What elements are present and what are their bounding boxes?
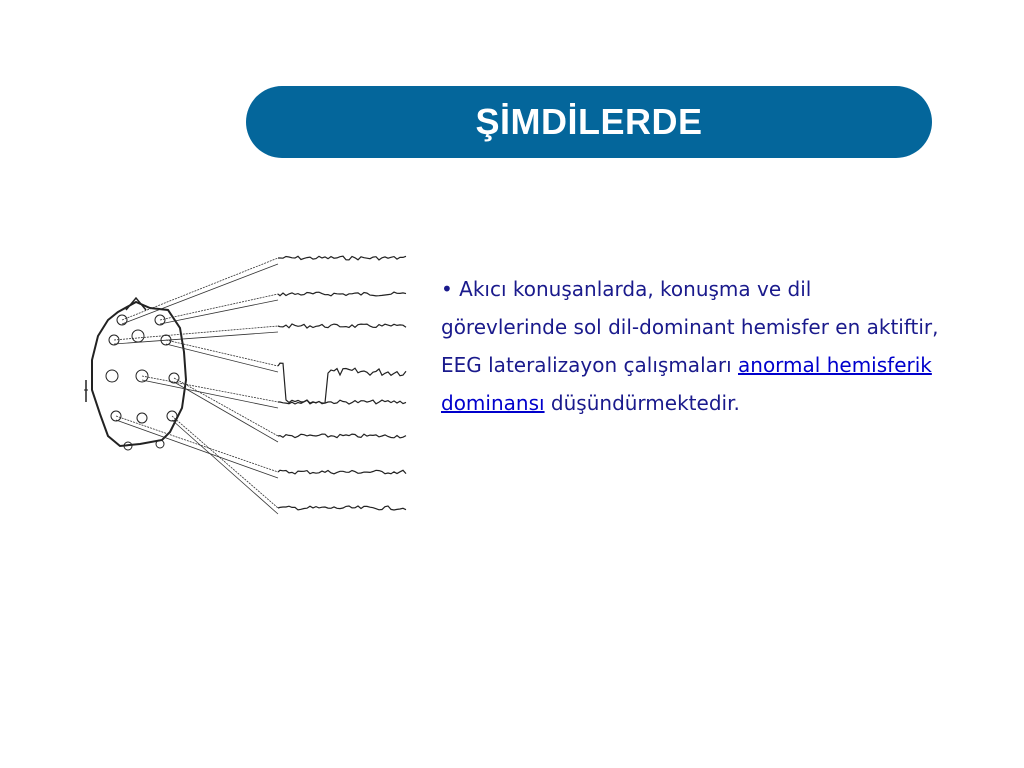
eeg-lead-line [172,416,278,508]
eeg-lead-line [142,380,278,408]
bullet-text-end: düşündürmektedir. [550,391,740,415]
eeg-lead-line [166,344,278,372]
eeg-lead-line [160,294,278,320]
eeg-lead-line [172,420,278,514]
bullet-paragraph [441,270,941,422]
eeg-trace [278,324,406,328]
eeg-trace [278,292,406,296]
hemispheric-dominance-link[interactable]: anormal hemisferik dominansı [441,353,932,415]
eeg-lead-line [174,382,278,442]
eeg-trace [278,434,406,438]
eeg-lead-line [142,376,278,402]
slide-title: ŞİMDİLERDE [475,101,703,142]
eeg-lead-line [174,378,278,436]
bullet-marker: • [441,277,453,301]
eeg-lead-line [116,420,278,478]
eeg-trace [278,470,406,474]
eeg-lead-line [122,258,278,320]
eeg-trace [278,506,406,510]
eeg-trace [278,363,406,404]
eeg-lead-line [160,300,278,324]
eeg-head-electrodes-icon [78,240,413,525]
eeg-trace [278,256,406,260]
eeg-lead-line [122,264,278,324]
bullet-text-main: Akıcı konuşanlarda, konuşma ve dil görevlerinde sol dil-dominant hemisfer en aktiftir, EEG lateralizayon çalışmaları [441,277,939,377]
slide-title-bar [246,86,932,158]
